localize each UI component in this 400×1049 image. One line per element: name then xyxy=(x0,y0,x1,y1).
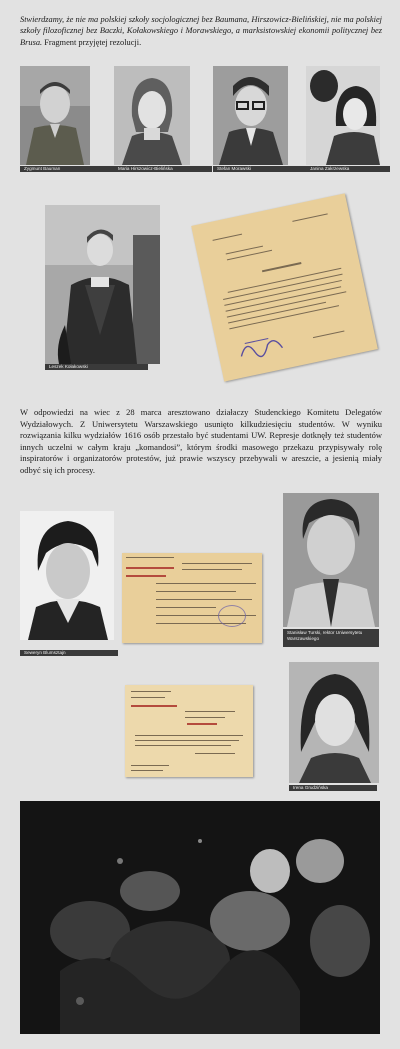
photo-morawski xyxy=(213,66,288,165)
portrait-morawski-image xyxy=(213,66,288,165)
doc-line xyxy=(131,770,163,771)
doc-line xyxy=(185,717,225,718)
caption-kolakowski: Leszek Kołakowski xyxy=(45,364,148,370)
doc-line xyxy=(156,591,236,592)
document-record xyxy=(125,685,253,777)
photo-turski xyxy=(283,493,379,627)
caption-zakrzewska: Janina Zakrzewska xyxy=(306,166,390,172)
doc-line xyxy=(135,740,239,741)
doc-line xyxy=(156,583,256,584)
intro-quote-italic: Stwierdzamy, że nie ma polskiej szkoły socjologicznej bez Baumana, Hirszowicz-Bielińskiej, nie ma polskiej szkoły filozoficznej bez Baczki, Kołakowskiego i Morawskiego, a marksistowskiej ekonomii politycznej bez Brusa. xyxy=(20,15,382,47)
caption-grudzinska: Irena Grudzińska xyxy=(289,785,377,791)
caption-hirszowicz: Maria Hirszowicz-Bielińska xyxy=(114,166,212,172)
photo-blumsztajn xyxy=(20,511,114,640)
doc-line xyxy=(313,331,345,339)
doc-line xyxy=(292,213,327,221)
photo-hirszowicz xyxy=(114,66,190,165)
caption-blumsztajn: Seweryn Blumsztajn xyxy=(20,650,118,656)
doc-line xyxy=(131,697,165,698)
caption-morawski: Stefan Morawski xyxy=(213,166,307,172)
doc-line xyxy=(131,765,169,766)
doc-red-stamp xyxy=(131,705,177,707)
photo-kolakowski xyxy=(45,205,160,364)
doc-line xyxy=(182,569,242,570)
portrait-turski-image xyxy=(283,493,379,627)
doc-line xyxy=(182,563,252,564)
portrait-bauman-image xyxy=(20,66,90,165)
doc-line xyxy=(156,607,216,608)
doc-line xyxy=(229,305,339,329)
doc-line xyxy=(126,557,174,558)
portrait-zakrzewska-image xyxy=(306,66,380,165)
doc-line xyxy=(195,753,235,754)
portrait-blumsztajn-image xyxy=(20,511,114,640)
signature-mark xyxy=(233,325,298,367)
main-paragraph: W odpowiedzi na wiec z 28 marca aresztowano działaczy Studenckiego Komitetu Delegatów Wydziałowych. Z Uniwersytetu Warszawskiego usunięto kilkudziesięciu studentów. W wyniku rozwiązania kilku wydziałów 1616 osób przestało być studentami UW. Represje dotknęły też studentów innych uczelni w całym kraju „komandosi”, którym środki masowego przekazu przypisywały rolę inspiratorów i organizatorów protestów, już prawie wszyscy przebywali w areszcie, a jesienią miały odbyć się ich procesy. xyxy=(20,407,382,475)
photo-grudzinska xyxy=(289,662,379,783)
doc-line xyxy=(135,735,243,736)
intro-quote xyxy=(20,14,382,48)
photo-bauman xyxy=(20,66,90,165)
doc-line xyxy=(213,234,243,241)
doc-red-stamp xyxy=(126,567,174,569)
portrait-grudzinska-image xyxy=(289,662,379,783)
photo-crowd xyxy=(20,801,380,1034)
photo-zakrzewska xyxy=(306,66,380,165)
caption-turski: Stanisław Turski, rektor Uniwersytetu Warszawskiego xyxy=(283,629,379,647)
doc-line xyxy=(135,745,231,746)
doc-line xyxy=(131,691,171,692)
doc-line xyxy=(262,262,302,272)
portrait-kolakowski-image xyxy=(45,205,160,364)
caption-bauman: Zygmunt Bauman xyxy=(20,166,114,172)
portrait-hirszowicz-image xyxy=(114,66,190,165)
document-blumsztajn-record xyxy=(122,553,262,643)
doc-stamp xyxy=(218,605,246,627)
doc-red-stamp xyxy=(126,575,166,577)
doc-red-stamp xyxy=(187,723,217,725)
crowd-image xyxy=(20,801,380,1034)
intro-quote-source: Fragment przyjętej rezolucji. xyxy=(44,37,142,47)
document-resolution xyxy=(191,193,378,381)
doc-line xyxy=(185,711,235,712)
doc-line xyxy=(156,599,252,600)
